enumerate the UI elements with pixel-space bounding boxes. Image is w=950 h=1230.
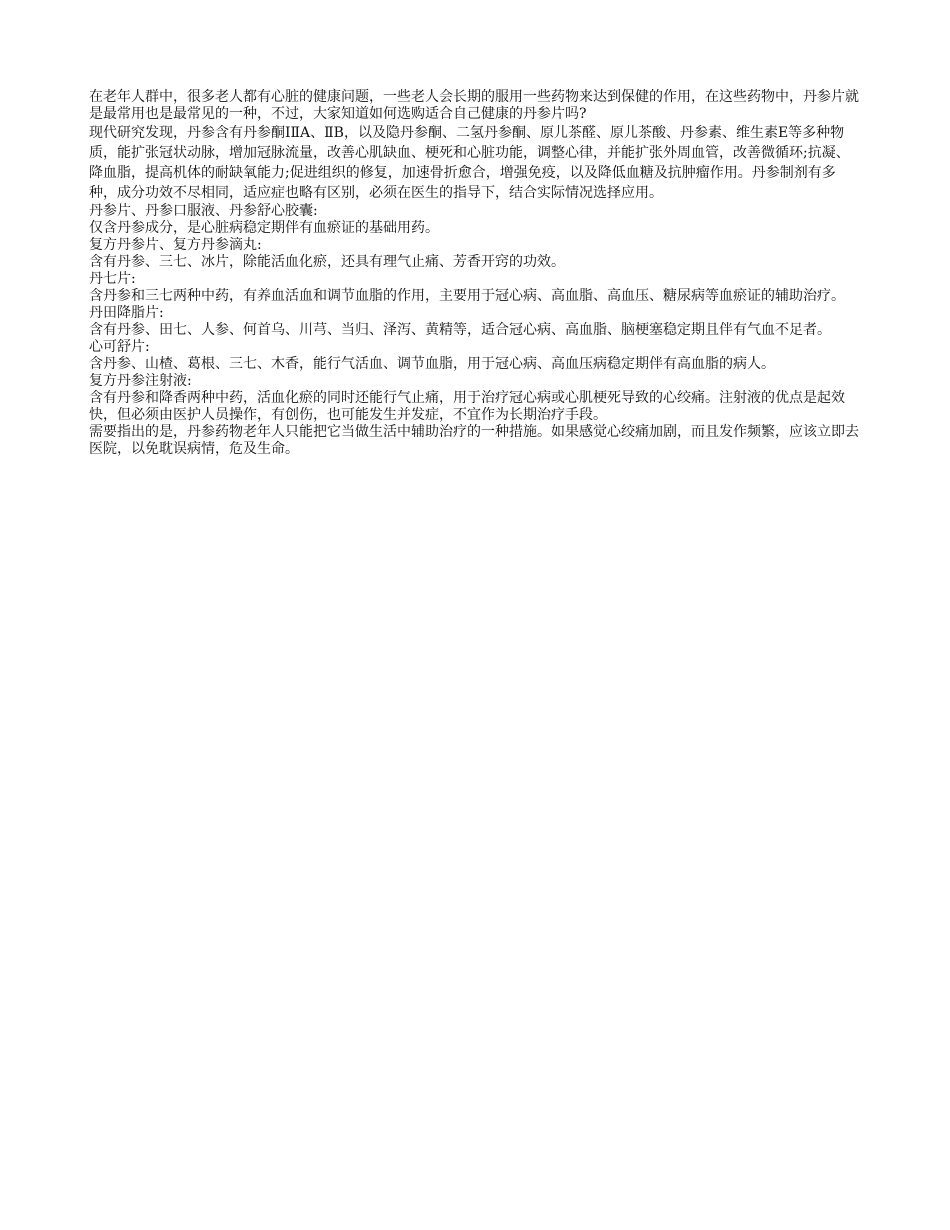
section-body-compound-danshen: 含有丹参、三七、冰片，除能活血化瘀，还具有理气止痛、芳香开窍的功效。	[89, 254, 565, 270]
document-page	[89, 89, 859, 458]
section-heading-injection: 复方丹参注射液:	[89, 373, 192, 389]
closing-paragraph: 需要指出的是，丹参药物老年人只能把它当做生活中辅助治疗的一种措施。如果感觉心绞痛加剧，而且发作频繁，应该立即去医院，以免耽误病情，危及生命。	[89, 424, 859, 457]
section-heading-compound-danshen: 复方丹参片、复方丹参滴丸:	[89, 237, 262, 253]
section-body-danshen-tablets: 仅含丹参成分，是心脏病稳定期伴有血瘀证的基础用药。	[89, 220, 439, 236]
section-heading-xinkeshu: 心可舒片:	[89, 339, 150, 355]
section-heading-danqi: 丹七片:	[89, 271, 136, 287]
section-heading-dantian: 丹田降脂片:	[89, 305, 164, 321]
section-body-dantian: 含有丹参、田七、人参、何首乌、川芎、当归、泽泻、黄精等，适合冠心病、高血脂、脑梗塞稳定期且伴有气血不足者。	[89, 322, 831, 338]
section-heading-danshen-tablets: 丹参片、丹参口服液、丹参舒心胶囊:	[89, 203, 318, 219]
section-body-danqi: 含丹参和三七两种中药，有养血活血和调节血脂的作用，主要用于冠心病、高血脂、高血压、糖尿病等血瘀证的辅助治疗。	[89, 288, 845, 304]
intro-paragraph: 在老年人群中，很多老人都有心脏的健康问题，一些老人会长期的服用一些药物来达到保健的作用，在这些药物中，丹参片就是最常用也是最常见的一种，不过，大家知道如何选购适合自己健康的丹参片吗?	[89, 89, 859, 122]
section-body-injection: 含有丹参和降香两种中药，活血化瘀的同时还能行气止痛，用于治疗冠心病或心肌梗死导致的心绞痛。注射液的优点是起效快，但必须由医护人员操作，有创伤，也可能发生并发症，不宜作为长期治疗手段。	[89, 390, 845, 423]
research-paragraph: 现代研究发现，丹参含有丹参酮ⅠⅡA、ⅡB，以及隐丹参酮、二氢丹参酮、原儿茶醛、原儿茶酸、丹参素、维生素E等多种物质，能扩张冠状动脉，增加冠脉流量，改善心肌缺血、梗死和心脏功能，调整心律，并能扩张外周血管，改善微循环;抗凝、降血脂，提高机体的耐缺氧能力;促进组织的修复，加速骨折愈合，增强免疫，以及降低血糖及抗肿瘤作用。丹参制剂有多种，成分功效不尽相同，适应症也略有区别，必须在医生的指导下，结合实际情况选择应用。	[89, 125, 850, 201]
section-body-xinkeshu: 含丹参、山楂、葛根、三七、木香，能行气活血、调节血脂，用于冠心病、高血压病稳定期伴有高血脂的病人。	[89, 356, 775, 372]
